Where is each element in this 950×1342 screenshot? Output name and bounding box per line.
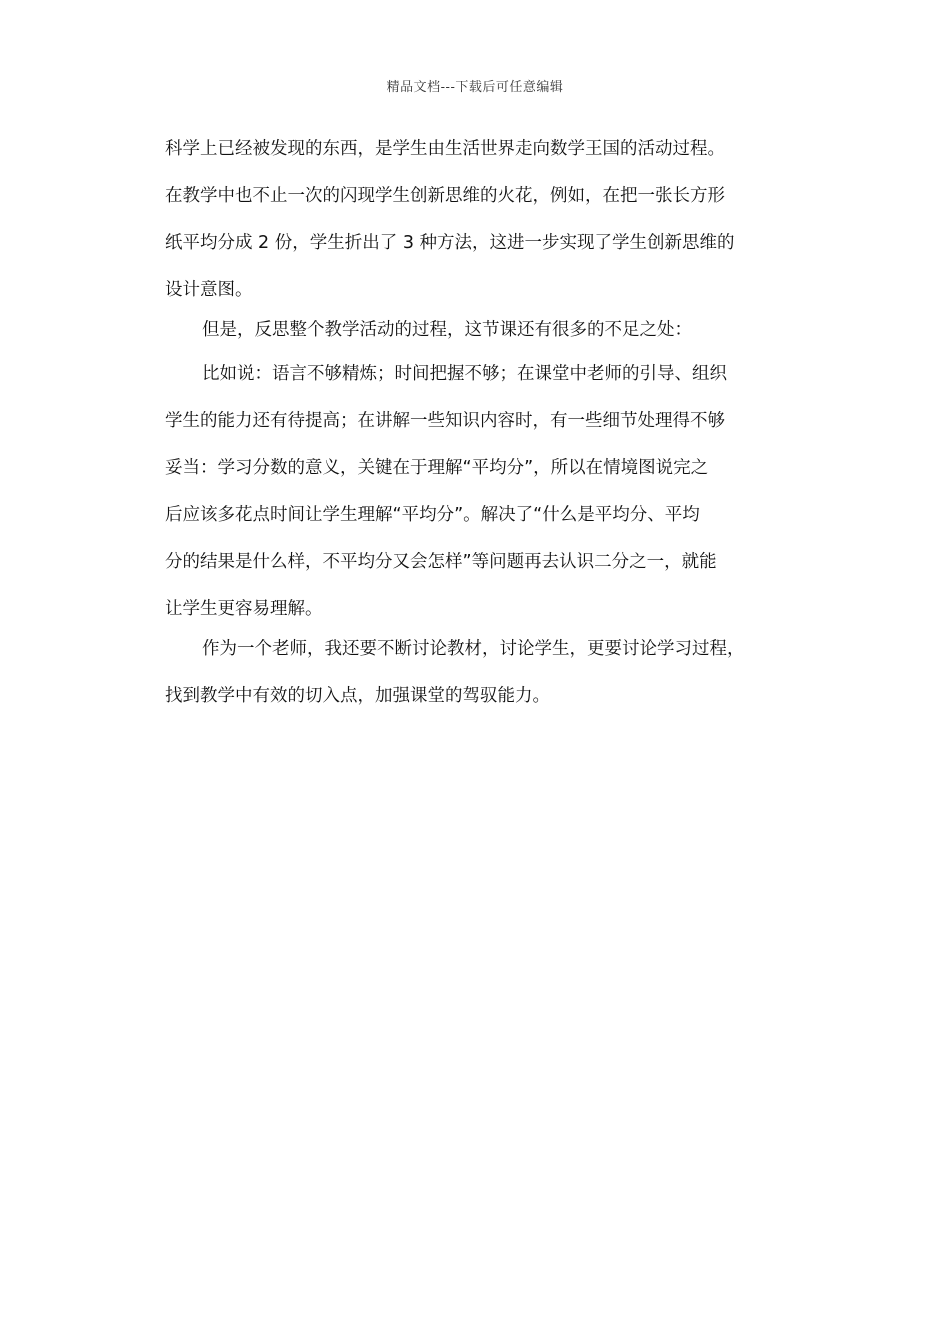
body-text (165, 126, 805, 720)
paragraph-first-line: 比如说：语言不够精炼；时间把握不够；在课堂中老师的引导、组织 (202, 364, 727, 384)
text-line: 设计意图。 (165, 280, 253, 300)
text-line: 学生的能力还有待提高；在讲解一些知识内容时，有一些细节处理得不够 (165, 411, 725, 431)
paragraph-first-line: 作为一个老师，我还要不断讨论教材，讨论学生，更要讨论学习过程， (202, 639, 745, 659)
text-line: 分的结果是什么样，不平均分又会怎样”等问题再去认识二分之一，就能 (165, 552, 717, 572)
text-line: 纸平均分成 2 份，学生折出了 3 种方法，这进一步实现了学生创新思维的 (165, 233, 735, 253)
page-header: 精品文档---下载后可任意编辑 (386, 80, 564, 95)
text-line: 后应该多花点时间让学生理解“平均分”。解决了“什么是平均分、平均 (165, 505, 700, 525)
text-line: 让学生更容易理解。 (165, 599, 323, 619)
text-line: 找到教学中有效的切入点，加强课堂的驾驭能力。 (165, 686, 550, 706)
text-line: 妥当：学习分数的意义，关键在于理解“平均分”，所以在情境图说完之 (165, 458, 709, 478)
text-line: 在教学中也不止一次的闪现学生创新思维的火花，例如，在把一张长方形 (165, 186, 725, 206)
text-line: 科学上已经被发现的东西，是学生由生活世界走向数学王国的活动过程。 (165, 139, 725, 159)
paragraph-first-line: 但是，反思整个教学活动的过程，这节课还有很多的不足之处： (202, 320, 692, 340)
